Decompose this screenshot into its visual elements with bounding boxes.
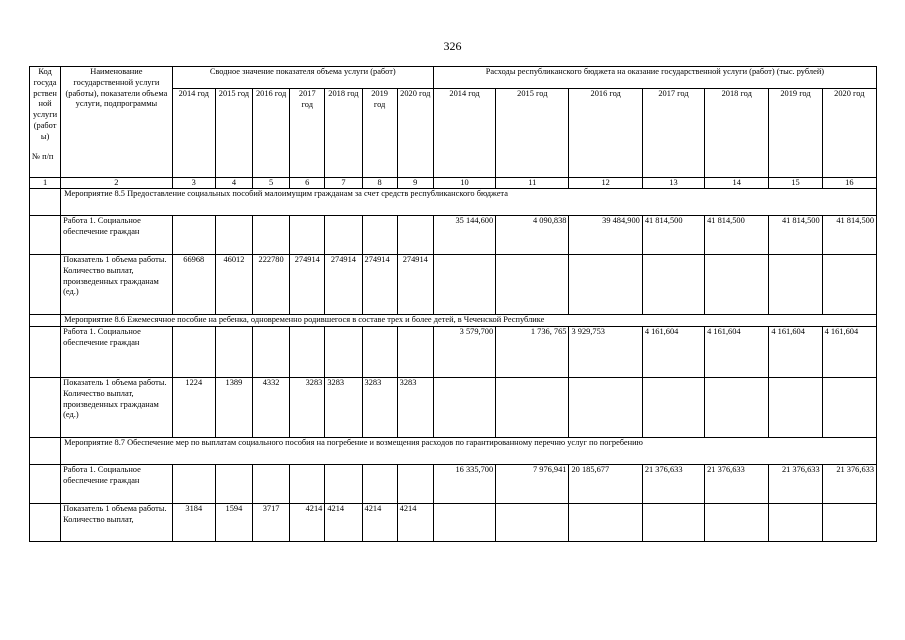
header-code-line: услуги [32,110,58,119]
volume-value: 3717 [253,504,290,542]
budget-value: 4 161,604 [642,327,704,378]
header-code-line: (работ [33,120,57,130]
column-number: 13 [642,178,704,189]
column-number: 5 [253,178,290,189]
table-row [30,438,877,465]
volume-value: 46012 [215,255,252,315]
column-number: 14 [705,178,769,189]
header-code-line: госуда [33,77,57,87]
header-year: 2018 год [325,89,362,178]
column-number: 9 [397,178,433,189]
column-number: 7 [325,178,362,189]
budget-value: 35 144,600 [433,216,495,255]
budget-value: 21 376,633 [642,465,704,504]
indicator-name: Показатель 1 объема работы. Количество выплат, [61,504,173,542]
event-title: Мероприятие 8.6 Ежемесячное пособие на ребенка, одновременно родившегося в составе трех и более детей, в Чеченской Республике [61,315,877,327]
work-name: Работа 1. Социальное обеспечение граждан [61,327,173,378]
budget-value: 4 090,838 [496,216,569,255]
event-title: Мероприятие 8.5 Предоставление социальных пособий малоимущим гражданам за счет средств республиканского бюджета [61,189,877,216]
column-number: 15 [769,178,822,189]
volume-value: 1389 [215,378,252,438]
header-name-cell: Наименование государственной услуги (работы), показатели объема услуги, подпрограммы [61,67,173,178]
volume-value: 4214 [362,504,397,542]
event-title: Мероприятие 8.7 Обеспечение мер по выплатам социального пособия на погребение и возмещения расходов по гарантированному перечню услуг по погребению [61,438,877,465]
table-row [30,465,877,504]
volume-value: 3283 [325,378,362,438]
header-year: 2016 год [253,89,290,178]
table-row [30,255,877,315]
budget-value: 41 814,500 [642,216,704,255]
volume-value: 274914 [325,255,362,315]
volume-value: 4214 [325,504,362,542]
header-code-line: ы) [40,131,50,141]
column-number: 3 [172,178,215,189]
volume-value: 4214 [290,504,325,542]
empty-cell [30,378,61,438]
volume-value: 3184 [172,504,215,542]
work-name: Работа 1. Социальное обеспечение граждан [61,216,173,255]
header-budget-group: Расходы республиканского бюджета на оказание государственной услуги (работ) (тыс. рублей) [433,67,876,89]
budget-value: 7 976,941 [496,465,569,504]
empty-cell [30,465,61,504]
header-year: 2018 год [705,89,769,178]
budget-value: 16 335,700 [433,465,495,504]
budget-value: 4 161,604 [705,327,769,378]
budget-value: 39 484,900 [569,216,642,255]
header-year: 2019 год [769,89,822,178]
budget-value: 41 814,500 [822,216,876,255]
column-number: 1 [30,178,61,189]
indicator-name: Показатель 1 объема работы. Количество выплат, произведенных гражданам (ед.) [61,255,173,315]
volume-value: 3283 [362,378,397,438]
budget-value: 20 185,677 [569,465,642,504]
header-year: 2017 год [290,89,325,178]
empty-cell [30,315,61,327]
budget-value: 3 579,700 [433,327,495,378]
header-year: 2014 год [433,89,495,178]
volume-value: 66968 [172,255,215,315]
empty-cell [30,327,61,378]
column-number: 2 [61,178,173,189]
volume-value: 222780 [253,255,290,315]
budget-value: 21 376,633 [705,465,769,504]
volume-value: 1594 [215,504,252,542]
column-number: 8 [362,178,397,189]
header-year: 2016 год [569,89,642,178]
volume-value: 274914 [290,255,325,315]
header-year: 2020 год [822,89,876,178]
budget-value: 41 814,500 [705,216,769,255]
header-number-label: № п/п [32,152,54,162]
budget-value: 1 736, 765 [496,327,569,378]
empty-cell [30,216,61,255]
budget-value: 41 814,500 [769,216,822,255]
indicator-name: Показатель 1 объема работы. Количество выплат, произведенных гражданам (ед.) [61,378,173,438]
column-number: 6 [290,178,325,189]
header-year: 2019 год [362,89,397,178]
budget-value: 4 161,604 [769,327,822,378]
budget-value: 21 376,633 [822,465,876,504]
empty-cell [30,504,61,542]
header-year: 2020 год [397,89,433,178]
empty-cell [30,255,61,315]
budget-table [29,66,877,542]
empty-cell [30,438,61,465]
table-row [30,504,877,542]
volume-value: 3283 [290,378,325,438]
header-year: 2017 год [642,89,704,178]
table-row [30,327,877,378]
header-year: 2015 год [215,89,252,178]
column-number: 16 [822,178,876,189]
header-year: 2015 год [496,89,569,178]
column-number: 4 [215,178,252,189]
volume-value: 1224 [172,378,215,438]
table-row [30,315,877,327]
volume-value: 3283 [397,378,433,438]
table-row [30,378,877,438]
header-code-line: Код [38,67,52,76]
volume-value: 4214 [397,504,433,542]
empty-cell [30,189,61,216]
volume-value: 274914 [397,255,433,315]
header-year: 2014 год [172,89,215,178]
header-volume-group: Сводное значение показателя объема услуги (работ) [172,67,433,89]
header-code-cell [30,67,61,178]
work-name: Работа 1. Социальное обеспечение граждан [61,465,173,504]
budget-value: 3 929,753 [569,327,642,378]
header-code-line: ной [38,99,52,109]
column-number: 10 [433,178,495,189]
table-row [30,189,877,216]
volume-value: 4332 [253,378,290,438]
page-number: 326 [443,39,462,53]
budget-value: 21 376,633 [769,465,822,504]
column-number: 12 [569,178,642,189]
column-number: 11 [496,178,569,189]
volume-value: 274914 [362,255,397,315]
header-code-line: рствен [33,88,57,98]
budget-value: 4 161,604 [822,327,876,378]
table-row [30,216,877,255]
